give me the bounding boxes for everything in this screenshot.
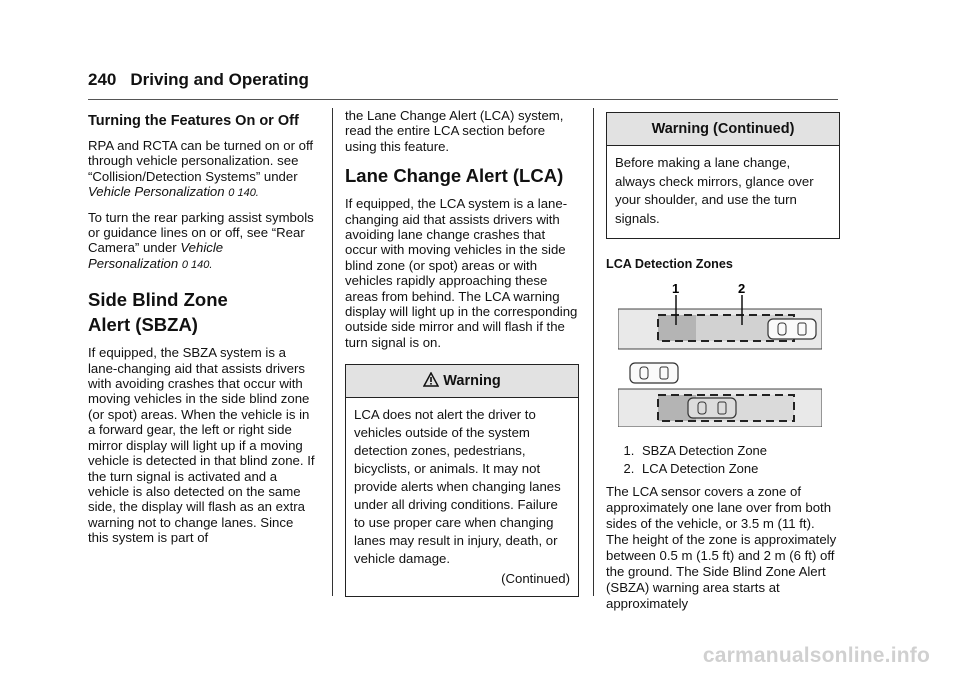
heading-lca: Lane Change Alert (LCA) [345, 165, 564, 187]
paragraph [88, 138, 316, 202]
column-1 [88, 108, 316, 554]
heading-sbza [88, 287, 316, 337]
column-divider [593, 108, 594, 596]
section-title: Driving and Operating [130, 70, 309, 89]
callout-2: 2 [738, 283, 746, 296]
heading-line: Alert (SBZA) [88, 314, 198, 336]
callout-1: 1 [672, 283, 680, 296]
sbza-zone [658, 315, 696, 341]
page-header [88, 70, 309, 90]
header-rule [88, 99, 838, 100]
page-ref[interactable]: 0 140. [181, 258, 213, 271]
car-lower [688, 398, 736, 418]
continued-label: (Continued) [501, 571, 570, 587]
warning-header: Warning (Continued) [607, 113, 839, 146]
diagram-title: LCA Detection Zones [606, 257, 733, 271]
paragraph-text: RPA and RCTA can be turned on or off through vehicle personalization. see “Collision/Detection Systems” under [88, 138, 314, 184]
host-car [630, 363, 678, 383]
link-vehicle-personalization[interactable]: Vehicle Personalization [88, 240, 224, 271]
warning-triangle-icon [423, 372, 439, 391]
column-3 [606, 108, 840, 620]
page-ref[interactable]: 0 140. [228, 187, 259, 200]
paragraph [88, 210, 316, 274]
watermark: carmanualsonline.info [702, 644, 930, 667]
page-number: 240 [88, 70, 117, 89]
warning-continued-box [606, 112, 840, 239]
paragraph-lca-sensor: The LCA sensor covers a zone of approximately one lane over from both sides of the vehicle, or 3.5 m (11 ft). The height of the zone is approximately between 0.5 m (1.5 ft) and 2 m (6 ft) off the ground. The Side Blind Zone Alert (SBZA) warning area starts at approximately [606, 484, 837, 611]
warning-box [345, 364, 579, 597]
diagram-legend [606, 442, 840, 478]
lca-detection-zones-diagram [618, 283, 840, 432]
paragraph-text: To turn the rear parking assist symbols or guidance lines on or off, see “Rear Camera” under [88, 209, 314, 256]
heading-line: Side Blind Zone [88, 289, 228, 311]
paragraph: the Lane Change Alert (LCA) system, read the entire LCA section before using this feature. [345, 108, 564, 154]
legend-item: 2. LCA Detection Zone [638, 460, 840, 478]
warning-body [346, 398, 578, 596]
paragraph-lca: If equipped, the LCA system is a lane-changing aid that assists drivers with avoiding lane change crashes that occur with moving vehicles in the side blind zone (or spot) areas or with vehicles rapidly approaching these areas from behind. The LCA warning display will light up in the corresponding outside side mirror and will flash if the turn signal is on. [345, 196, 578, 350]
warning-text: LCA does not alert the driver to vehicles outside of the system detection zones, pedestrians, bicyclists, or animals. It may not provide alerts when changing lanes under all driving conditions. Failure to use proper care when changing lanes may result in injury, death, or vehicle damage. [354, 407, 561, 567]
car-upper [768, 319, 816, 339]
column-divider [332, 108, 333, 596]
legend-item: 1. SBZA Detection Zone [638, 442, 840, 460]
warning-header [346, 365, 578, 398]
paragraph-sbza: If equipped, the SBZA system is a lane-changing aid that assists drivers with avoiding crashes that occur with moving vehicles in the side blind zone (or spot) areas. When the vehicle is in a forward gear, the left or right side mirror display will light up if a moving vehicle is detected in that blind zone. If the turn signal is activated and a vehicle is also detected on the same side, the display will flash as an extra warning not to change lanes. Since this system is part of [88, 345, 315, 546]
column-2 [345, 108, 579, 597]
heading-turning-features: Turning the Features On or Off [88, 113, 299, 129]
link-vehicle-personalization[interactable]: Vehicle Personalization [88, 184, 225, 200]
warning-body: Before making a lane change, always check mirrors, glance over your shoulder, and use the turn signals. [615, 155, 814, 226]
warning-title: Warning [443, 373, 501, 390]
